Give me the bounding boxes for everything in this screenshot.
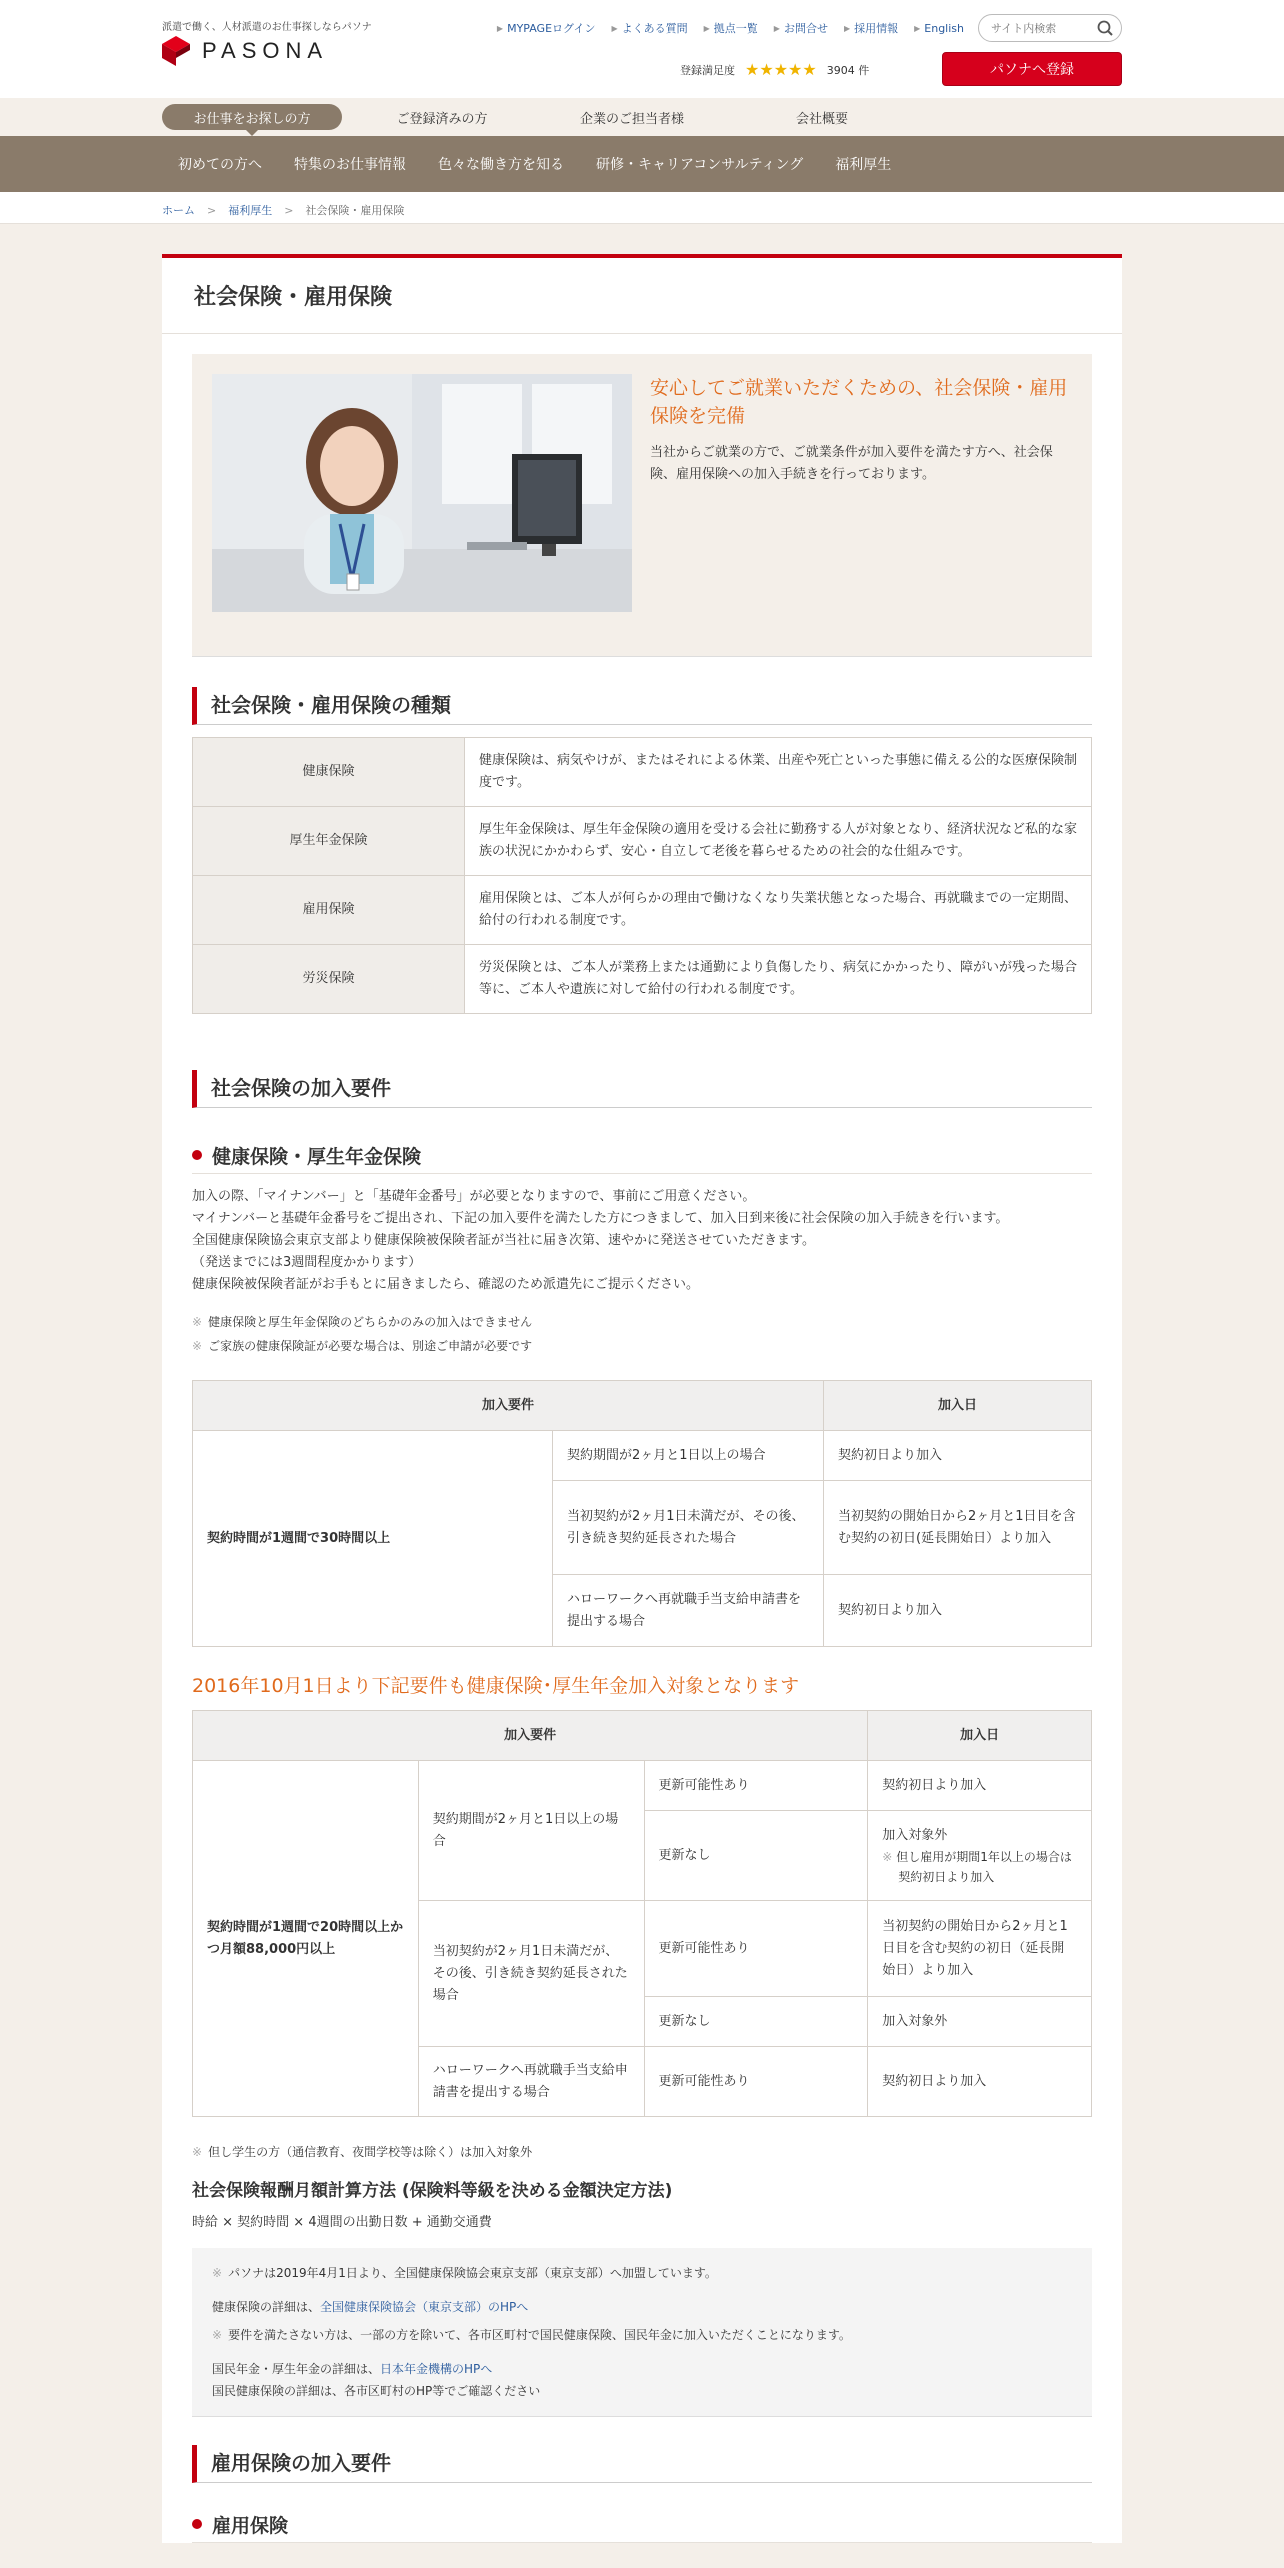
- requirement-condition: 当初契約が2ヶ月1日未満だが、その後、引き続き契約延長された場合: [418, 1901, 644, 2047]
- tab-job-seekers[interactable]: お仕事をお探しの方: [162, 104, 342, 130]
- triangle-right-icon: ▶: [703, 23, 710, 33]
- asterisk-icon: ※: [192, 1339, 203, 1353]
- paragraph-line: 健康保険被保険者証がお手もとに届きましたら、確認のため派遣先にご提示ください。: [192, 1277, 700, 1292]
- enroll-date: 契約初日より加入: [868, 1761, 1092, 1811]
- paragraph-line: 加入の際、「マイナンバー」と「基礎年金番号」が必要となりますので、事前にご用意ください。: [192, 1189, 756, 1204]
- pension-detail-line: 国民年金・厚生年金の詳細は、日本年金機構のHPへ: [212, 2362, 493, 2376]
- nav-benefits[interactable]: 福利厚生: [835, 157, 892, 173]
- table-row: [193, 945, 1092, 1014]
- kyokai-kenpo-link[interactable]: 全国健康保険協会（東京支部）のHPへ: [320, 2300, 529, 2314]
- student-note: ※ 但し学生の方（通信教育、夜間学校等は除く）は加入対象外: [192, 2145, 533, 2159]
- info-note: ※ 要件を満たさない方は、一部の方を除いて、各市区町村で国民健康保険、国民年金に加入いただくことになります。: [212, 2328, 851, 2342]
- logo-text: PASONA: [202, 38, 329, 63]
- renewal-status: 更新可能性あり: [644, 2047, 868, 2117]
- breadcrumb-benefits[interactable]: 福利厚生: [228, 204, 273, 217]
- enroll-date: [868, 1811, 1092, 1901]
- enroll-date-note: ※ 但し雇用が期間1年以上の場合は契約初日より加入: [882, 1849, 1072, 1884]
- type-name: 労災保険: [193, 945, 465, 1014]
- asterisk-icon: ※: [212, 2328, 223, 2342]
- intro-description: 当社からご就業の方で、ご就業条件が加入要件を満たす方へ、社会保険、雇用保険への加入手続きを行っております。: [650, 445, 1053, 482]
- search-input[interactable]: [991, 15, 1101, 41]
- breadcrumb-separator: >: [207, 204, 217, 217]
- triangle-right-icon: ▶: [496, 23, 504, 33]
- note-item: ※ 健康保険と厚生年金保険のどちらかのみの加入はできません: [192, 1315, 533, 1329]
- enroll-date: 加入対象外: [868, 1997, 1092, 2047]
- enroll-date: 契約初日より加入: [824, 1575, 1092, 1647]
- asterisk-icon: ※: [192, 2145, 203, 2159]
- paragraph-line: 全国健康保険協会東京支部より健康保険被保険者証が当社に届き次第、速やかに発送させていただきます。: [192, 1233, 815, 1248]
- header-requirement: 加入要件: [193, 1711, 868, 1761]
- requirement-condition: ハローワークへ再就職手当支給申請書を提出する場合: [418, 2047, 644, 2117]
- info-box: [192, 2248, 1092, 2417]
- enroll-date-text: 加入対象外: [882, 1827, 948, 1843]
- breadcrumb: [0, 192, 1284, 224]
- requirements-notes: [192, 1310, 1092, 1358]
- paragraph-line: （発送までには3週間程度かかります）: [192, 1255, 422, 1270]
- section-title-insurance-types: 社会保険・雇用保険の種類: [192, 687, 1092, 725]
- audience-tabs: [0, 98, 1284, 136]
- breadcrumb-current: 社会保険・雇用保険: [305, 204, 405, 217]
- triangle-right-icon: ▶: [773, 23, 780, 33]
- enroll-date: 契約初日より加入: [868, 2047, 1092, 2117]
- table-row: [193, 1431, 1092, 1481]
- triangle-right-icon: ▶: [611, 23, 618, 33]
- table-row: [193, 738, 1092, 807]
- breadcrumb-separator: >: [284, 204, 294, 217]
- type-description: 労災保険とは、ご本人が業務上または通勤により負傷したり、病気にかかったり、障がいが残った場合等に、ご本人や遺族に対して給付の行われる制度です。: [465, 945, 1092, 1014]
- nav-featured-jobs[interactable]: 特集のお仕事情報: [294, 157, 406, 173]
- insurance-types-table: [192, 737, 1092, 1014]
- type-name: 雇用保険: [193, 876, 465, 945]
- nav-work-styles[interactable]: 色々な働き方を知る: [438, 157, 564, 173]
- enroll-date: 当初契約の開始日から2ヶ月と1日目を含む契約の初日（延長開始日）より加入: [868, 1901, 1092, 1997]
- pasona-logo[interactable]: [162, 36, 328, 66]
- calc-formula: 時給 × 契約時間 × 4週間の出勤日数 + 通勤交通費: [192, 2215, 492, 2230]
- type-name: 厚生年金保険: [193, 807, 465, 876]
- triangle-right-icon: ▶: [914, 23, 921, 33]
- requirement-condition: 当初契約が2ヶ月1日未満だが、その後、引き続き契約延長された場合: [553, 1481, 824, 1575]
- search-icon[interactable]: [1097, 20, 1113, 36]
- renewal-status: 更新なし: [644, 1997, 868, 2047]
- renewal-status: 更新可能性あり: [644, 1901, 868, 1997]
- national-health-line: 国民健康保険の詳細は、各市区町村のHP等でご確認ください: [212, 2384, 541, 2398]
- rating-stars-icon: ★★★★★: [745, 60, 817, 79]
- faq-link[interactable]: ▶ よくある質問: [611, 22, 688, 35]
- mypage-login-link[interactable]: ▶ MYPAGEログイン: [496, 22, 596, 35]
- subsection-title-health-pension: 健康保険・厚生年金保険: [192, 1142, 1092, 1174]
- requirements-table-20h: [192, 1710, 1092, 2117]
- enroll-date: 当初契約の開始日から2ヶ月と1日目を含む契約の初日(延長開始日）より加入: [824, 1481, 1092, 1575]
- type-description: 健康保険は、病気やけが、またはそれによる休業、出産や死亡といった事態に備える公的な医療保険制度です。: [465, 738, 1092, 807]
- register-button[interactable]: パソナへ登録: [942, 52, 1122, 86]
- tab-registered[interactable]: ご登録済みの方: [396, 111, 488, 127]
- table-header-row: [193, 1711, 1092, 1761]
- intro-text: [650, 374, 1072, 612]
- main-nav: [0, 136, 1284, 192]
- type-name: 健康保険: [193, 738, 465, 807]
- intro-panel: [192, 354, 1092, 657]
- intro-heading: 安心してご就業いただくための、社会保険・雇用保険を完備: [650, 377, 1068, 427]
- type-description: 厚生年金保険は、厚生年金保険の適用を受ける会社に勤務する人が対象となり、経済状況など私的な家族の状況にかかわらず、安心・自立して老後を暮らせるための社会的な仕組みです。: [465, 807, 1092, 876]
- nenkin-link[interactable]: 日本年金機構のHPへ: [380, 2362, 493, 2376]
- locations-link[interactable]: ▶ 拠点一覧: [703, 22, 758, 35]
- table-row: [193, 1761, 1092, 1811]
- section-title-requirements: 社会保険の加入要件: [192, 1070, 1092, 1108]
- requirement-group: 契約時間が1週間で30時間以上: [193, 1431, 553, 1647]
- recruit-link[interactable]: ▶ 採用情報: [843, 22, 899, 35]
- header-enroll-date: 加入日: [824, 1381, 1092, 1431]
- breadcrumb-home[interactable]: ホーム: [162, 204, 195, 217]
- note-item: ※ ご家族の健康保険証が必要な場合は、別途ご申請が必要です: [192, 1339, 533, 1353]
- nav-training[interactable]: 研修・キャリアコンサルティング: [596, 157, 804, 173]
- orange-heading-2016: 2016年10月1日より下記要件も健康保険･厚生年金加入対象となります: [192, 1675, 800, 1697]
- requirements-table-30h: [192, 1380, 1092, 1647]
- rating-count: 3904 件: [826, 63, 870, 77]
- main-content: [162, 254, 1122, 2543]
- calc-title: 社会保険報酬月額計算方法 (保険料等級を決める金額決定方法): [192, 2181, 673, 2201]
- section-title-employment: 雇用保険の加入要件: [192, 2445, 1092, 2483]
- requirement-condition: ハローワークへ再就職手当支給申請書を提出する場合: [553, 1575, 824, 1647]
- enroll-date: 契約初日より加入: [824, 1431, 1092, 1481]
- nav-first-time[interactable]: 初めての方へ: [178, 157, 262, 173]
- asterisk-icon: ※: [882, 1849, 893, 1864]
- tab-company-info[interactable]: 会社概要: [795, 111, 848, 127]
- subsection-title-employment: 雇用保険: [192, 2511, 1092, 2543]
- english-link[interactable]: ▶ English: [914, 21, 964, 35]
- paragraph-line: マイナンバーと基礎年金番号をご提出され、下記の加入要件を満たした方につきまして、加入日到来後に社会保険の加入手続きを行います。: [192, 1211, 1009, 1226]
- type-description: 雇用保険とは、ご本人が何らかの理由で働けなくなり失業状態となった場合、再就職までの一定期間、給付の行われる制度です。: [465, 876, 1092, 945]
- health-detail-line: 健康保険の詳細は、全国健康保険協会（東京支部）のHPへ: [212, 2300, 529, 2314]
- table-row: [193, 807, 1092, 876]
- asterisk-icon: ※: [212, 2266, 223, 2280]
- renewal-status: 更新可能性あり: [644, 1761, 868, 1811]
- satisfaction-rating: [680, 60, 869, 79]
- requirements-text: [192, 1186, 1092, 1296]
- rating-label: 登録満足度: [680, 63, 735, 77]
- tab-companies[interactable]: 企業のご担当者様: [579, 111, 684, 127]
- tagline: 派遣で働く、人材派遣のお仕事探しならパソナ: [162, 22, 372, 33]
- table-row: [193, 876, 1092, 945]
- renewal-status: 更新なし: [644, 1811, 868, 1901]
- requirement-group: 契約時間が1週間で20時間以上かつ月額88,000円以上: [193, 1761, 419, 2117]
- requirement-condition: 契約期間が2ヶ月と1日以上の場合: [553, 1431, 824, 1481]
- asterisk-icon: ※: [192, 1315, 203, 1329]
- header-requirement: 加入要件: [193, 1381, 824, 1431]
- header-enroll-date: 加入日: [868, 1711, 1092, 1761]
- utility-links: [481, 14, 1122, 42]
- table-header-row: [193, 1381, 1092, 1431]
- info-note: ※ パソナは2019年4月1日より、全国健康保険協会東京支部（東京支部）へ加盟しています。: [212, 2266, 717, 2280]
- site-search: [978, 14, 1122, 42]
- intro-photo: [212, 374, 632, 612]
- requirement-condition: 契約期間が2ヶ月と1日以上の場合: [418, 1761, 644, 1901]
- triangle-right-icon: ▶: [843, 23, 851, 33]
- site-header: [0, 0, 1284, 98]
- pasona-logo-mark-icon: [162, 36, 190, 66]
- page-title: 社会保険・雇用保険: [162, 258, 1122, 334]
- contact-link[interactable]: ▶ お問合せ: [773, 22, 828, 35]
